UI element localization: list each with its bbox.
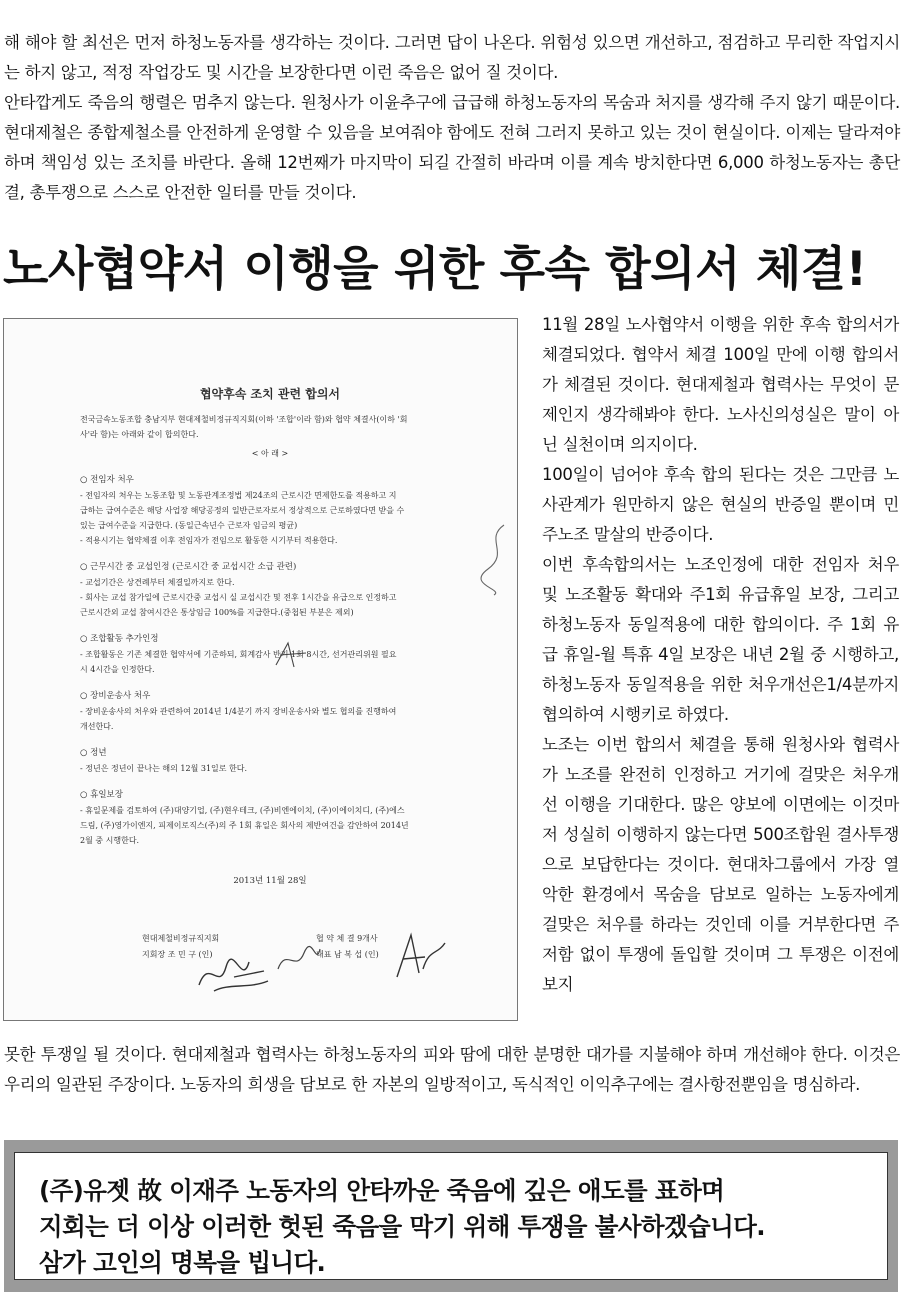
handwritten-signature: [194, 947, 274, 997]
condolence-notice-box: [4, 1140, 898, 1292]
document-section-line: - 교섭기간은 상견례부터 체결일까지로 한다.: [80, 578, 235, 587]
document-section-line: 급하는 급여수준은 해당 사업장 해당공정의 일반근로자로서 정상적으로 근로하였다면 받을 수: [80, 506, 405, 515]
document-section-head: ○ 조합활동 추가인정: [80, 634, 159, 644]
body-paragraph: 11월 28일 노사협약서 이행을 위한 후속 합의서가 체결되었다. 협약서 체결 100일 만에 이행 합의서가 체결된 것이다. 현대제철과 협력사는 무엇이 문제인지 생각해봐야 한다. 노사신의성실은 말이 아닌 실천이며 의지이다.: [542, 315, 899, 454]
document-body: [80, 385, 460, 886]
signatory-line: 지회장 조 민 구 (인): [142, 950, 213, 959]
document-section-line: - 회사는 교섭 참가일에 근로시간중 교섭시 실 교섭시간 및 전후 1시간을 유급으로 인정하고: [80, 593, 397, 602]
document-preamble-line: 전국금속노동조합 충남지부 현대제철비정규직지회(이하 '조합'이라 함)와 협약 체결사(이하 '회: [80, 415, 408, 424]
notice-line: 삼가 고인의 명복을 빕니다.: [39, 1248, 326, 1277]
document-date: 2013년 11월 28일: [233, 876, 307, 886]
intro-section: [4, 28, 900, 208]
document-section-line: - 조합활동은 기존 체결한 협약서에 기준하되, 회계감사 반기 1회 8시간, 선거관리위원 필요: [80, 650, 397, 659]
body-paragraph: 이번 후속합의서는 노조인정에 대한 전임자 처우 및 노조활동 확대와 주1회 유급휴일 보장, 그리고 하청노동자 동일적용에 대한 합의이다. 주 1회 유급 휴일-월 특휴 4일 보장은 내년 2월 중 시행하고, 하청노동자 동일적용을 위한 처우개선은1/4분까지 협의하여 시행키로 하였다.: [542, 555, 899, 724]
initial-mark: [272, 637, 312, 673]
document-section-line: - 전임자의 처우는 노동조합 및 노동관계조정법 제24조의 근로시간 면제한도를 적용하고 지: [80, 491, 397, 500]
notice-line: 지회는 더 이상 이러한 헛된 죽음을 막기 위해 투쟁을 불사하겠습니다.: [39, 1212, 765, 1241]
notice-inner: [14, 1152, 888, 1280]
margin-stamp-mark: [474, 519, 514, 599]
intro-paragraph: 안타깝게도 죽음의 행렬은 멈추지 않는다. 원청사가 이윤추구에 급급해 하청노동자의 목숨과 처지를 생각해 주지 않기 때문이다. 현대제철은 종합제철소를 안전하게 운영할 수 있음을 보여줘야 함에도 전혀 그러지 못하고 있는 것이 현실이다. 이제는 달라져야 하며 책임성 있는 조치를 바란다. 올해 12번째가 마지막이 되길 간절히 바라며 이를 계속 방치한다면 6,000 하청노동자는 총단결, 총투쟁으로 스스로 안전한 일터를 만들 것이다.: [4, 93, 900, 202]
document-section-line: 드림, (주)영가이엔지, 피제이로직스(주)의 주 1회 휴일은 회사의 제반여건을 감안하여 2014년: [80, 821, 409, 830]
document-section-line: 근로시간외 교섭 참여시간은 통상임금 100%를 지급한다.(중첩된 부분은 제외): [80, 608, 354, 617]
document-section-line: - 휴일문제를 검토하여 (주)대양기업, (주)현우테크, (주)비엔에이치, (주)이에이치디, (주)에스: [80, 806, 405, 815]
document-section-line: 시 4시간을 인정한다.: [80, 665, 155, 674]
tail-section: [4, 1040, 900, 1100]
document-section-line: 2월 중 시행한다.: [80, 836, 140, 845]
document-section-head: ○ 휴일보장: [80, 790, 123, 800]
document-section-head: ○ 정년: [80, 748, 107, 758]
document-section-head: ○ 근무시간 중 교섭인정 (근로시간 중 교섭시간 소급 관련): [80, 562, 297, 572]
document-section-head: ○ 장비운송사 처우: [80, 691, 151, 701]
document-section-line: 있는 급여수준을 지급한다. (동일근속년수 근로자 임금의 평균): [80, 521, 298, 530]
notice-line: (주)유젯 故 이재주 노동자의 안타까운 죽음에 깊은 애도를 표하며: [39, 1176, 725, 1205]
signatory-line: 현대제철비정규직지회: [142, 934, 220, 943]
signatory-line: 협 약 체 결 9개사: [316, 934, 378, 943]
handwritten-signature: [389, 929, 449, 985]
document-section-head: ○ 전임자 처우: [80, 475, 134, 485]
document-title: 협약후속 조치 관련 합의서: [199, 387, 341, 401]
handwritten-signature: [274, 939, 324, 979]
agreement-document-image: [3, 318, 518, 1021]
body-paragraph: 100일이 넘어야 후속 합의 된다는 것은 그만큼 노사관계가 원만하지 않은 현실의 반증일 뿐이며 민주노조 말살의 반증이다.: [542, 465, 899, 544]
document-preamble-line: 사'라 함)는 아래와 같이 합의한다.: [80, 430, 199, 439]
body-paragraph: 노조는 이번 합의서 체결을 통해 원청사와 협력사가 노조를 완전히 인정하고 거기에 걸맞은 처우개선 이행을 기대한다. 많은 양보에 이면에는 이것마저 성실히 이행하지 않는다면 500조합원 결사투쟁으로 보답한다는 것이다. 현대차그룹에서 가장 열악한 환경에서 목숨을 담보로 일하는 노동자에게 걸맞은 처우를 하라는 것인데 이를 거부한다면 주저함 없이 투쟁에 돌입할 것이며 그 투쟁은 이전에 보지: [542, 735, 899, 994]
document-section-line: - 장비운송사의 처우와 관련하여 2014년 1/4분기 까지 장비운송사와 별도 협의를 진행하여: [80, 707, 397, 716]
document-arae: < 아 래 >: [251, 449, 289, 458]
document-section-line: - 정년은 정년이 끝나는 해의 12월 31일로 한다.: [80, 764, 248, 773]
right-column-text: [542, 310, 899, 1000]
document-section-line: - 적용시기는 협약체결 이후 전임자가 전임으로 활동한 시기부터 적용한다.: [80, 536, 338, 545]
intro-paragraph: 해 해야 할 최선은 먼저 하청노동자를 생각하는 것이다. 그러면 답이 나온다. 위험성 있으면 개선하고, 점검하고 무리한 작업지시는 하지 않고, 적정 작업강도 및 시간을 보장한다면 이런 죽음은 없어 질 것이다.: [4, 33, 900, 82]
document-signatory-right: [316, 931, 379, 963]
article-headline: 노사협약서 이행을 위한 후속 합의서 체결!: [3, 242, 867, 297]
signatory-line: 대표 남 복 섭 (인): [316, 950, 379, 959]
document-section-line: 개선한다.: [80, 722, 114, 731]
tail-paragraph: 못한 투쟁일 될 것이다. 현대제철과 협력사는 하청노동자의 피와 땀에 대한 분명한 대가를 지불해야 하며 개선해야 한다. 이것은 우리의 일관된 주장이다. 노동자의 희생을 담보로 한 자본의 일방적이고, 독식적인 이익추구에는 결사항전뿐임을 명심하라.: [4, 1045, 900, 1094]
